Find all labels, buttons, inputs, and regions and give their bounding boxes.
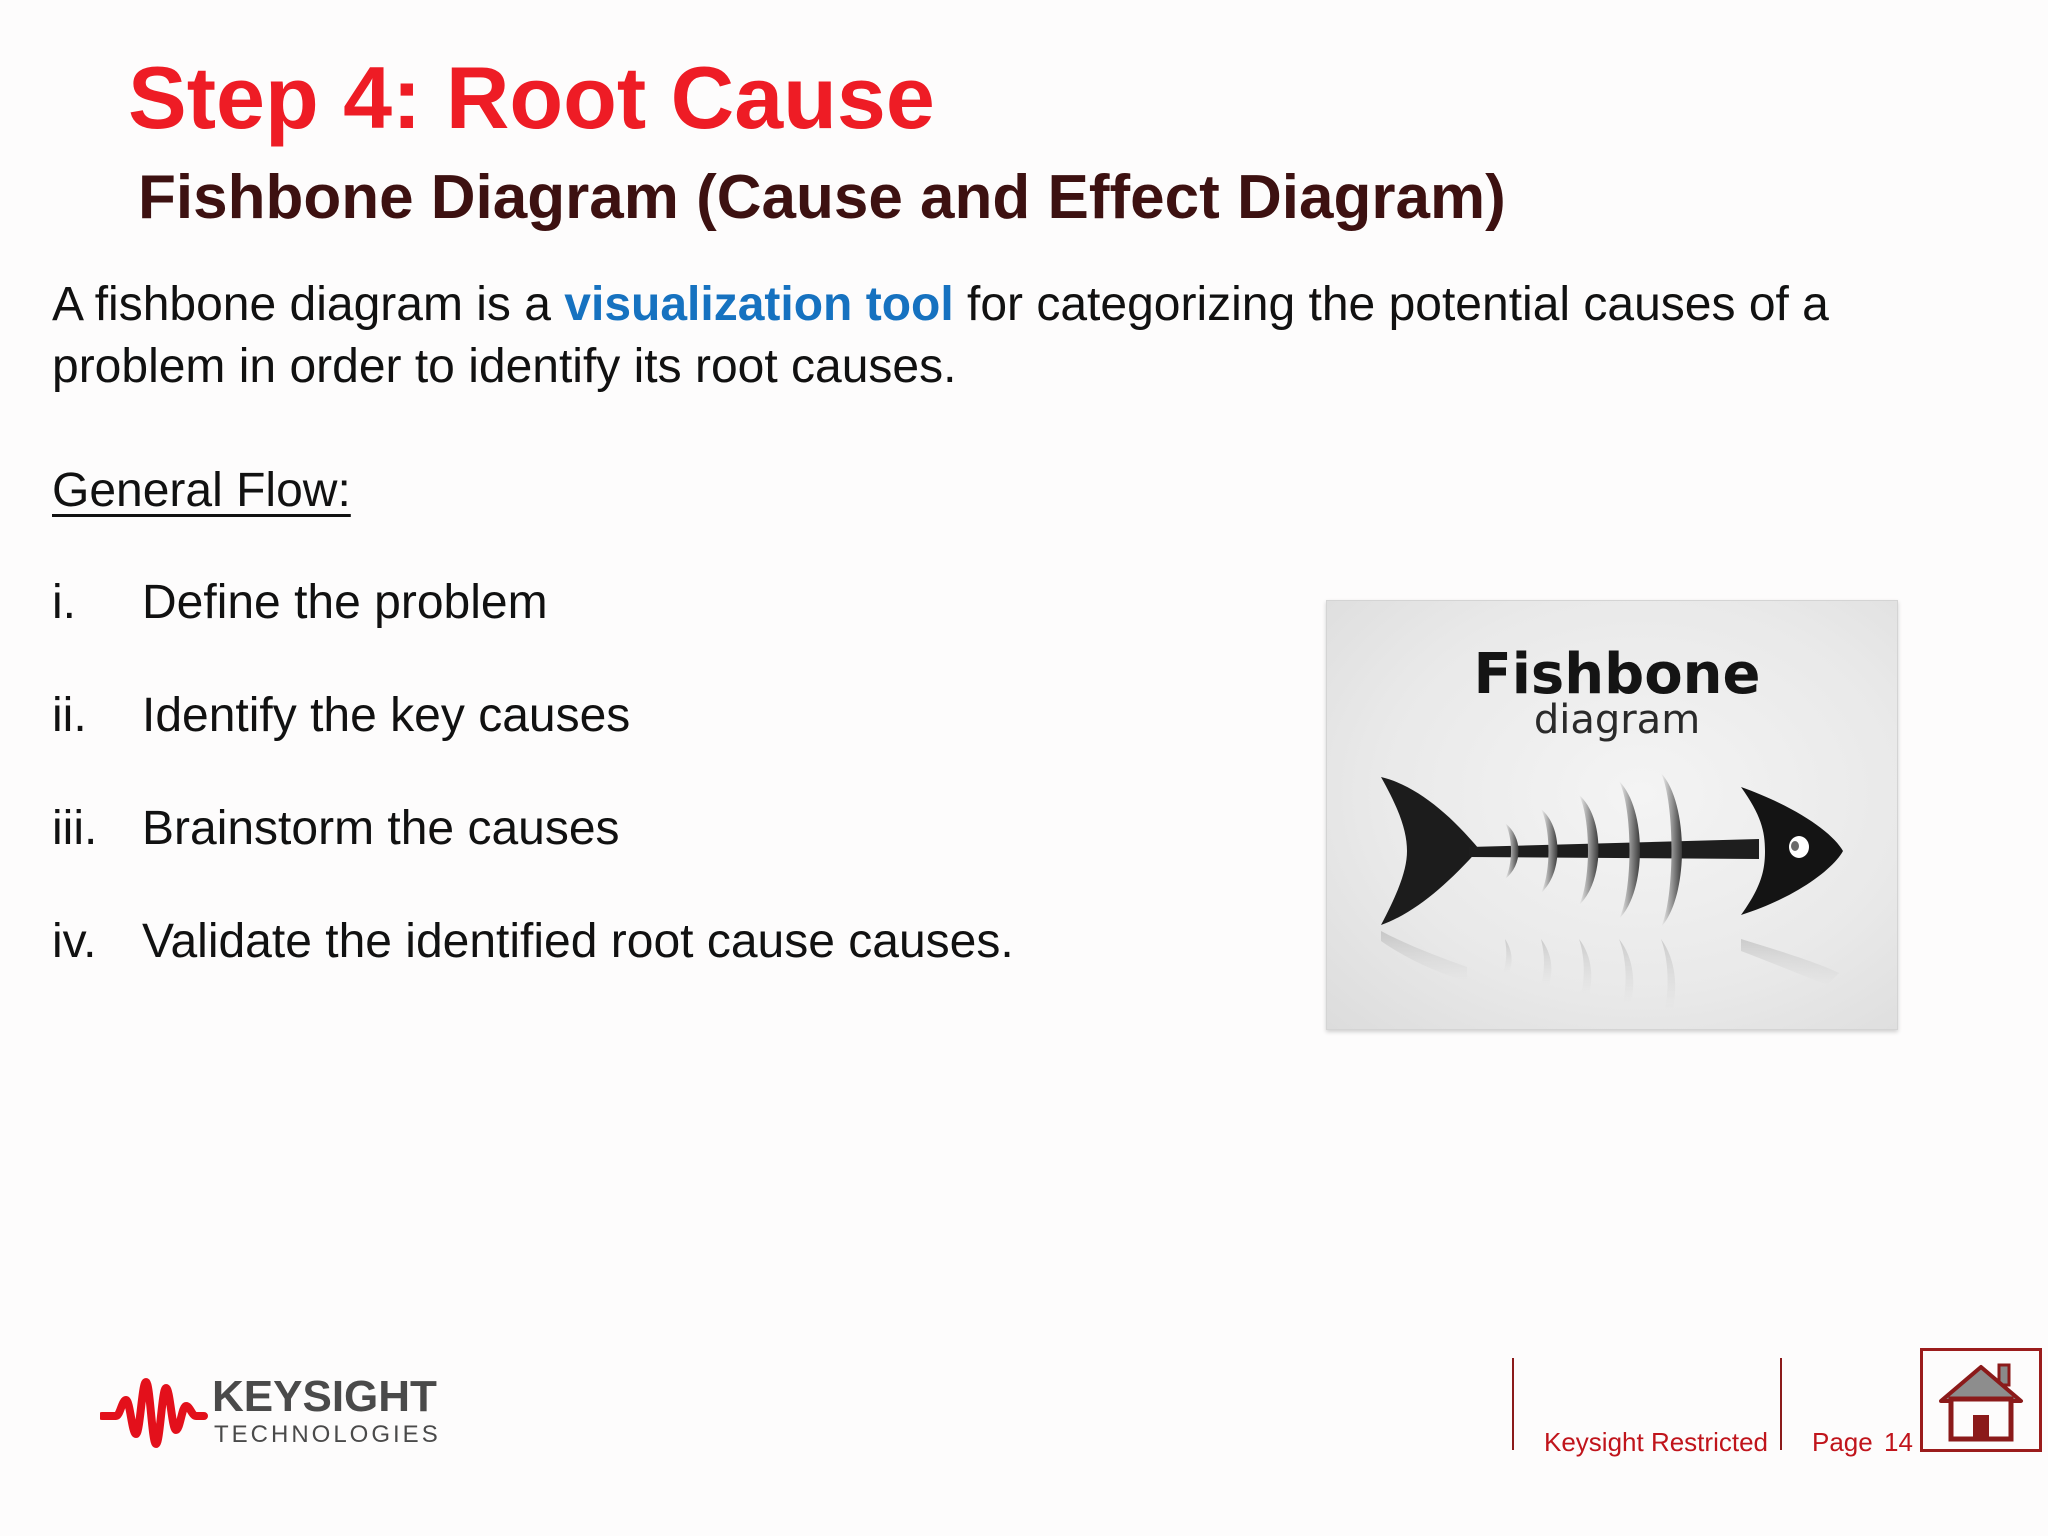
flow-item-number: i. [52,576,76,629]
flow-item [52,911,1014,1024]
flow-item-text: Brainstorm the causes [142,802,620,855]
flow-item [52,685,1014,798]
page-label: Page [1812,1427,1873,1457]
intro-text-before: A fishbone diagram is a [52,278,565,331]
classification-label: Keysight Restricted [1544,1427,1768,1457]
fish-reflection-icon [1381,931,1839,1009]
intro-highlight: visualization tool [564,278,954,331]
keysight-wave-icon [100,1372,208,1452]
fishbone-figure [1327,601,1897,1029]
fish-skeleton-icon [1381,773,1843,927]
logo-tagline: TECHNOLOGIES [214,1421,441,1448]
slide-subtitle: Fishbone Diagram (Cause and Effect Diagram) [138,163,1506,232]
flow-item-number: iii. [52,802,98,855]
flow-item-number: iv. [52,915,97,968]
footer-divider [1512,1358,1514,1450]
intro-text-after: for categorizing the potential causes of a problem in order to identify its root causes. [52,278,1829,393]
flow-item [52,798,1014,911]
page-number: 14 [1884,1427,1913,1457]
home-icon [1923,1351,2039,1449]
general-flow-list [52,572,1014,1024]
flow-item-text: Define the problem [142,576,548,629]
general-flow-heading: General Flow: [52,464,351,517]
figure-subtitle: diagram [1533,697,1701,743]
flow-item-text: Identify the key causes [142,689,631,742]
flow-item [52,572,1014,685]
figure-title: Fishbone [1473,642,1761,707]
logo-wordmark: KEYSIGHT [212,1372,437,1421]
flow-item-number: ii. [52,689,87,742]
fishbone-illustration [1326,600,1898,1030]
slide-title: Step 4: Root Cause [128,48,935,147]
flow-item-text: Validate the identified root cause causes. [142,915,1014,968]
intro-paragraph [52,274,2012,398]
home-button[interactable] [1920,1348,2042,1452]
footer-divider [1780,1358,1782,1450]
keysight-logo [100,1372,440,1452]
